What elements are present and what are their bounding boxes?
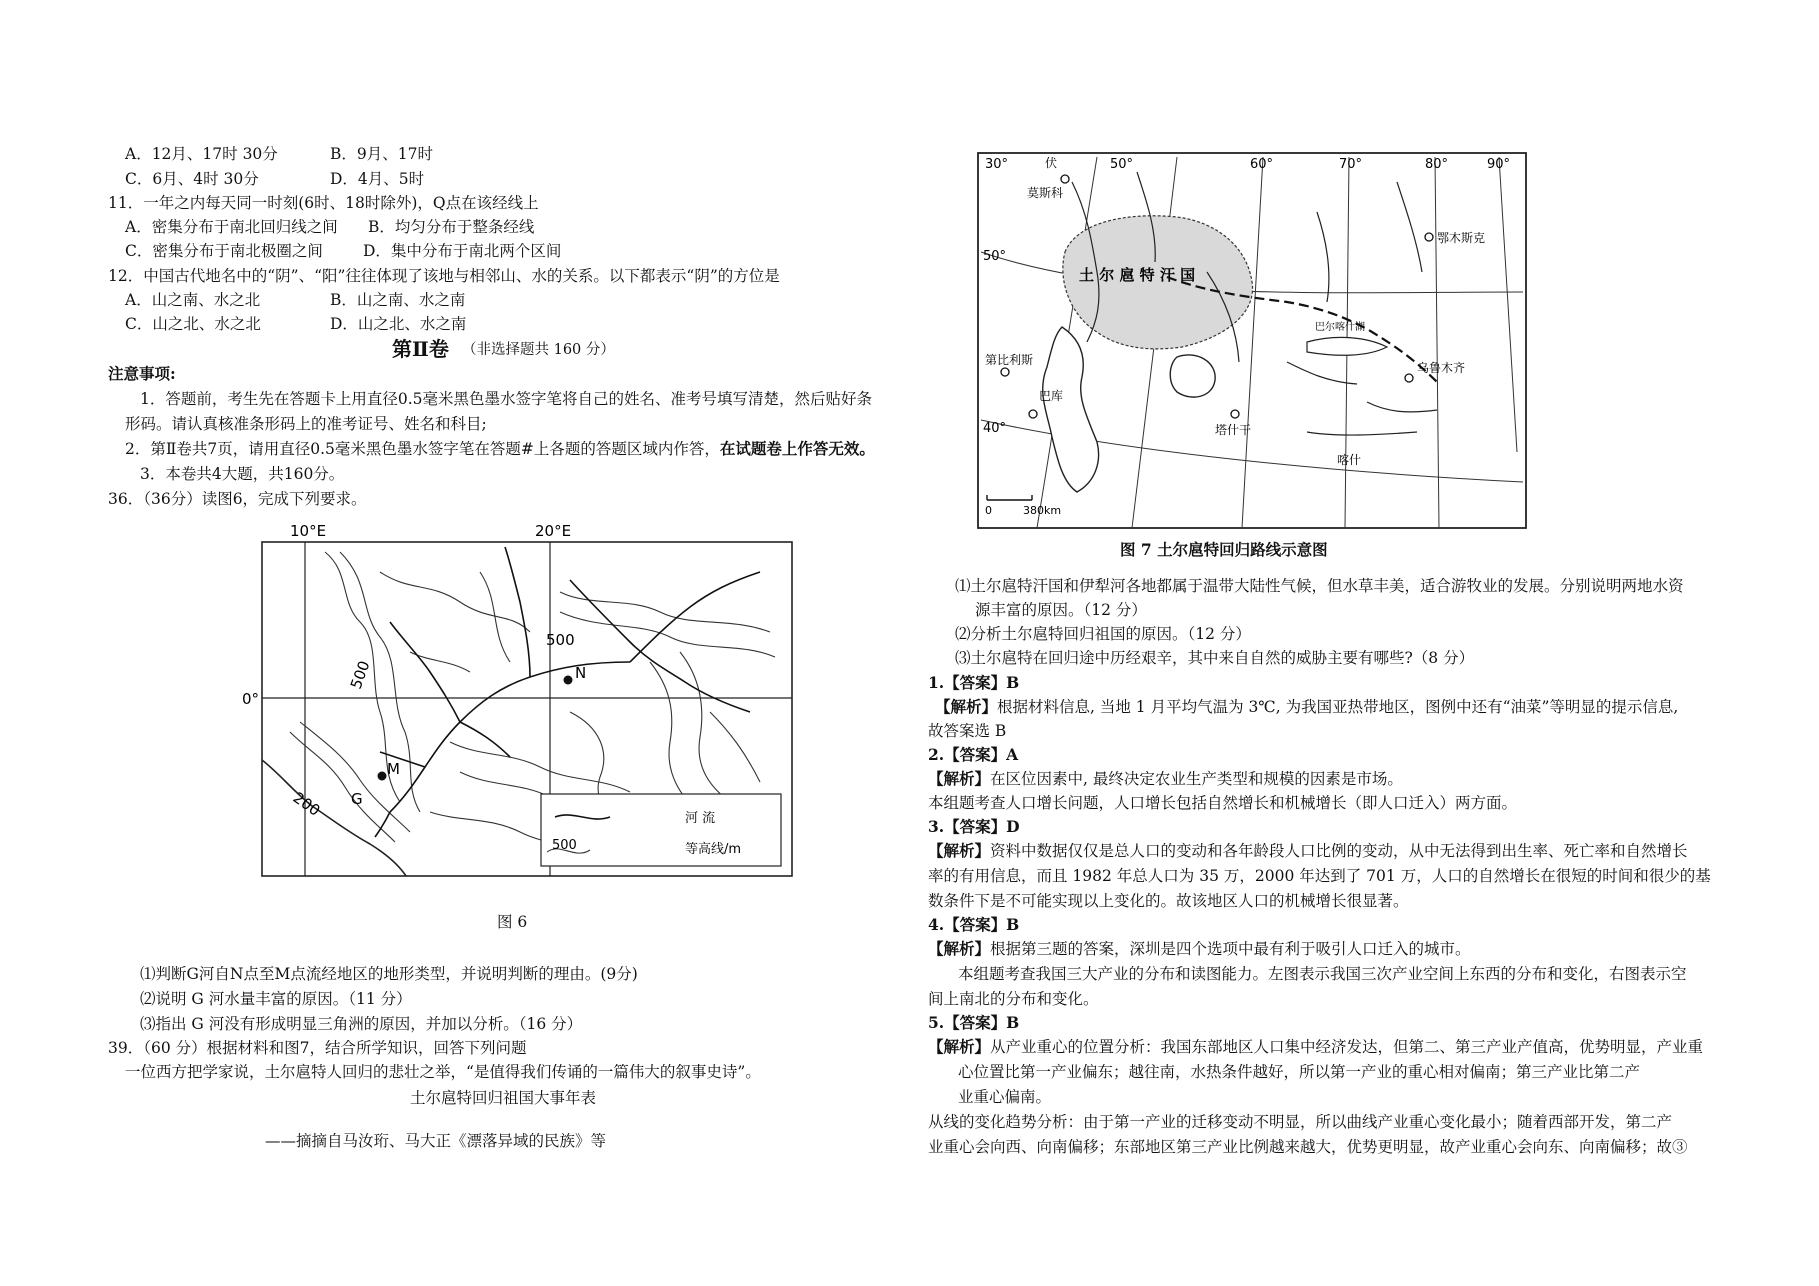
q11-option-a: A．密集分布于南北回归线之间 [125, 218, 338, 236]
part2-title: 第Ⅱ卷 [392, 337, 449, 361]
notice-1b: 形码。请认真核准条形码上的准考证号、姓名和科目; [125, 415, 487, 433]
part2-subtitle: （非选择题共 160 分） [462, 342, 615, 358]
lon-50-label: 50° [1110, 157, 1134, 172]
point-n-marker [564, 676, 573, 685]
q36-part1: ⑴判断G河自N点至M点流经地区的地形类型，并说明判断的理由。(9分) [140, 965, 638, 983]
scale-label: 380km [1023, 504, 1062, 517]
q10-option-c: C．6月、4时 30分 [125, 170, 259, 188]
q12-option-a: A．山之南、水之北 [125, 291, 261, 309]
answer-2-exp: 【解析】在区位因素中, 最终决定农业生产类型和规模的因素是市场。 [928, 769, 1403, 788]
lon-30-label: 30° [985, 157, 1009, 172]
q36-part2: ⑵说明 G 河水量丰富的原因。（11 分） [140, 990, 412, 1008]
q36-part3: ⑶指出 G 河没有形成明显三角洲的原因，并加以分析。（16 分） [140, 1015, 583, 1033]
place-tbilisi: 第比利斯 [985, 353, 1034, 367]
q39-part2: ⑵分析土尔扈特回归祖国的原因。（12 分） [955, 625, 1251, 643]
answer-1-exp2: 故答案选 B [928, 722, 1007, 740]
lon-90-label: 90° [1487, 157, 1511, 172]
place-fu: 伏 [1045, 156, 1058, 170]
place-balkhash: 巴尔喀什湖 [1315, 322, 1365, 333]
q39-source: ——摘摘自马汝珩、马大正《漂落异域的民族》等 [265, 1132, 607, 1150]
q12-option-b: B．山之南、水之南 [330, 291, 466, 309]
q12-option-c: C．山之北、水之北 [125, 315, 261, 333]
scale-zero: 0 [985, 504, 992, 517]
answer-1-exp: 【解析】根据材料信息, 当地 1 月平均气温为 3℃, 为我国亚热带地区，图例中还有“油菜”等明显的提示信息, [935, 697, 1679, 716]
lat-50-label: 50° [983, 249, 1007, 264]
q11-option-d: D．集中分布于南北两个区间 [363, 242, 562, 260]
q11-option-b: B．均匀分布于整条经线 [368, 218, 535, 236]
point-m-marker [378, 772, 387, 781]
contour-500-label-a: 500 [546, 631, 575, 649]
lon-10e-label: 10°E [290, 522, 327, 540]
answer-5-exp2: 心位置比第一产业偏东；越往南，水热条件越好，所以第一产业的重心相对偏南；第三产业比第二产 [958, 1063, 1641, 1081]
answer-5-head: 5.【答案】B [928, 1013, 1020, 1032]
figure-7-map [977, 152, 1527, 530]
contour-200-label: 200 [289, 788, 324, 820]
q39-part3: ⑶土尔扈特在回归途中历经艰辛，其中来自自然的威胁主要有哪些?（8 分） [955, 649, 1475, 667]
place-kashgar: 喀什 [1337, 453, 1362, 467]
answer-4-head: 4.【答案】B [928, 915, 1020, 934]
q39-table-title: 土尔扈特回归祖国大事年表 [410, 1089, 597, 1107]
contour-500-label-b: 500 [346, 658, 374, 692]
figure-7-caption: 图 7 土尔扈特回归路线示意图 [1120, 540, 1328, 559]
notice-3: 3．本卷共4大题，共160分。 [140, 465, 345, 483]
answer-3-exp: 【解析】资料中数据仅仅是总人口的变动和各年龄段人口比例的变动，从中无法得到出生率、死亡率和自然增长 [928, 841, 1688, 860]
q12-stem: 12．中国古代地名中的“阴”、“阳”往往体现了该地与相邻山、水的关系。以下都表示“阴”的方位是 [108, 267, 780, 285]
answer-2-exp2: 本组题考查人口增长问题，人口增长包括自然增长和机械增长（即人口迁入）两方面。 [928, 794, 1518, 812]
place-tashkent: 塔什干 [1215, 423, 1252, 437]
q10-option-d: D．4月、5时 [330, 170, 425, 188]
lon-20e-label: 20°E [535, 522, 572, 540]
point-n-label: N [575, 664, 587, 682]
notice-1a: 1．答题前，考生先在答题卡上用直径0.5毫米黑色墨水签字笔将自己的姓名、准考号填写清楚，然后贴好条 [140, 390, 873, 408]
figure-6-caption: 图 6 [497, 913, 528, 931]
legend-contour-value: 500 [552, 838, 577, 853]
place-moscow: 莫斯科 [1027, 186, 1064, 200]
q11-option-c: C．密集分布于南北极圈之间 [125, 242, 323, 260]
khanate-label: 土 尔 扈 特 汗 国 [1079, 266, 1196, 284]
lat-0-label: 0° [242, 690, 260, 708]
notice-2: 2．第Ⅱ卷共7页，请用直径0.5毫米黑色墨水签字笔在答题#上各题的答题区域内作答，在试题卷上作答无效。 [125, 439, 875, 458]
legend-contour-label: 等高线/m [685, 842, 742, 857]
lat-40-label: 40° [983, 421, 1007, 436]
q11-stem: 11．一年之内每天同一时刻(6时、18时除外)，Q点在该经线上 [108, 194, 539, 212]
place-omsk: 鄂木斯克 [1437, 231, 1486, 245]
q39-stem: 39．（60 分）根据材料和图7，结合所学知识，回答下列问题 [108, 1039, 527, 1057]
answer-3-exp2: 率的有用信息，而且 1982 年总人口为 35 万，2000 年达到了 701 万，人口的自然增长在很短的时间和很少的基 [928, 867, 1711, 885]
q12-option-d: D．山之北、水之南 [330, 315, 467, 333]
answer-5-exp3: 业重心偏南。 [958, 1088, 1052, 1106]
place-baku: 巴库 [1039, 389, 1064, 403]
q10-option-a: A．12月、17时 30分 [125, 145, 278, 163]
answer-1-head: 1.【答案】B [928, 673, 1020, 692]
answer-3-head: 3.【答案】D [928, 817, 1020, 836]
figure-6-legend [541, 794, 781, 866]
figure-6-map [230, 512, 800, 882]
lon-60-label: 60° [1250, 157, 1274, 172]
notice-title: 注意事项: [108, 364, 176, 383]
q36-stem: 36．（36分）读图6，完成下列要求。 [108, 490, 367, 508]
answer-5-exp5: 业重心会向西、向南偏移；东部地区第三产业比例越来越大，优势更明显，故产业重心会向东、向南偏移；故③ [928, 1138, 1688, 1156]
answer-3-exp3: 数条件下是不可能实现以上变化的。故该地区人口的机械增长很显著。 [928, 892, 1409, 910]
place-urumqi: 乌鲁木齐 [1417, 361, 1466, 375]
legend-river-label: 河 流 [685, 811, 716, 826]
q39-quote: 一位西方把学家说，土尔扈特人回归的悲壮之举，“是值得我们传诵的一篇伟大的叙事史诗”。 [125, 1063, 761, 1081]
lon-80-label: 80° [1425, 157, 1449, 172]
answer-5-exp: 【解析】从产业重心的位置分析：我国东部地区人口集中经济发达，但第二、第三产业产值高，优势明显，产业重 [928, 1037, 1704, 1056]
point-m-label: M [387, 760, 400, 778]
answer-5-exp4: 从线的变化趋势分析：由于第一产业的迁移变动不明显，所以曲线产业重心变化最小；随着西部开发，第二产 [928, 1113, 1673, 1131]
answer-2-head: 2.【答案】A [928, 745, 1019, 764]
answer-4-exp: 【解析】根据第三题的答案，深圳是四个选项中最有利于吸引人口迁入的城市。 [928, 939, 1471, 958]
point-g-label: G [351, 790, 363, 808]
q39-part1a: ⑴土尔扈特汗国和伊犁河各地都属于温带大陆性气候，但水草丰美，适合游牧业的发展。分别说明两地水资 [955, 577, 1684, 595]
answer-4-exp3: 间上南北的分布和变化。 [928, 990, 1099, 1008]
answer-4-exp2: 本组题考查我国三大产业的分布和读图能力。左图表示我国三次产业空间上东西的分布和变化，右图表示空 [958, 965, 1687, 983]
q39-part1b: 源丰富的原因。（12 分） [975, 601, 1147, 619]
lon-70-label: 70° [1339, 157, 1363, 172]
q10-option-b: B．9月、17时 [330, 145, 433, 163]
